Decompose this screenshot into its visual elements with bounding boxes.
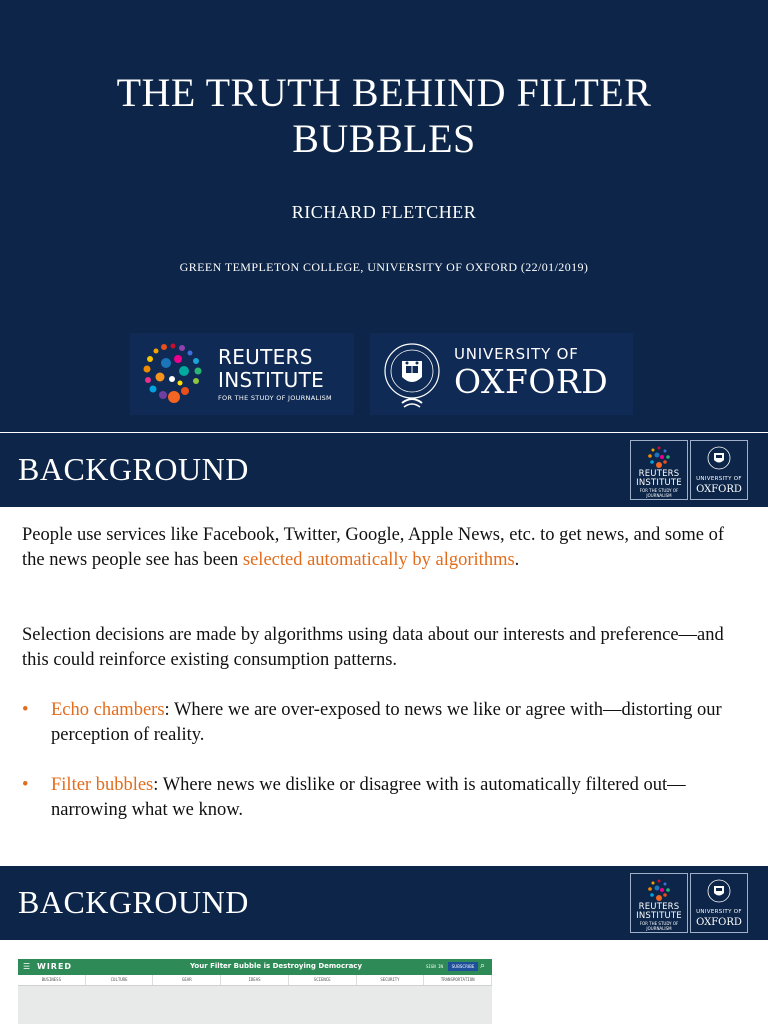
title-line-2: BUBBLES: [292, 116, 476, 161]
wired-article-screenshot: [18, 959, 492, 1024]
reuters-mini-line1: REUTERS: [638, 902, 680, 912]
reuters-mini-line1: REUTERS: [638, 469, 680, 479]
paragraph-2: Selection decisions are made by algorithms using data about our interests and preference—and this could reinforce existing consumption patterns.: [22, 625, 724, 670]
bullet-term: Filter bubbles: [51, 775, 154, 795]
oxford-mini-logo: [690, 873, 748, 933]
bullet-marker: •: [22, 775, 29, 795]
wired-nav-item: BUSINESS: [18, 975, 86, 985]
slide-heading: BACKGROUND: [18, 884, 249, 920]
wired-nav-item: IDEAS: [221, 975, 289, 985]
paragraph-1-end: .: [514, 550, 520, 570]
wired-nav-item: TRANSPORTATION: [424, 975, 492, 985]
oxford-mini-line1: UNIVERSITY OF: [696, 909, 742, 915]
reuters-logo-text: [218, 346, 332, 402]
oxford-crest-icon: [706, 877, 732, 905]
wired-top-bar: [18, 959, 492, 975]
bullet-filter-bubbles: [22, 773, 750, 823]
background-slide: [0, 433, 768, 865]
wired-headline: Your Filter Bubble is Destroying Democracy: [190, 962, 363, 970]
reuters-institute-logo: [130, 333, 354, 415]
oxford-crest-icon: [378, 333, 448, 415]
title-line-1: THE TRUTH BEHIND FILTER: [116, 70, 652, 115]
reuters-dots-icon: [136, 333, 216, 415]
reuters-mini-tag: FOR THE STUDY OF JOURNALISM: [639, 488, 679, 498]
reuters-logo-line2: INSTITUTE: [218, 368, 325, 392]
wired-nav-item: SECURITY: [357, 975, 425, 985]
menu-icon: ☰: [23, 962, 31, 971]
oxford-logo-line1: UNIVERSITY OF: [454, 345, 579, 363]
reuters-logo-line1: REUTERS: [218, 345, 313, 369]
reuters-dots-icon: [645, 877, 673, 903]
paragraph-1-text: People use services like Facebook, Twitter, Google, Apple News, etc. to get news, and some of the news people see has been: [22, 525, 724, 570]
oxford-university-logo: [370, 333, 633, 415]
reuters-logo-tagline: FOR THE STUDY OF JOURNALISM: [218, 394, 332, 402]
author-name: RICHARD FLETCHER: [291, 202, 477, 222]
reuters-dots-icon: [645, 444, 673, 470]
oxford-mini-line1: UNIVERSITY OF: [696, 476, 742, 482]
oxford-logo-line2: OXFORD: [454, 362, 609, 401]
highlight-algorithms: selected automatically by algorithms: [242, 550, 515, 570]
bullet-marker: •: [22, 700, 29, 720]
title-slide: [0, 0, 768, 432]
reuters-mini-line2: INSTITUTE: [636, 478, 682, 488]
bullet-text: : Where news we dislike or disagree with is automatically filtered out—narrowing what we know.: [51, 775, 686, 820]
oxford-mini-logo: [690, 440, 748, 500]
slide-header: [0, 866, 768, 940]
oxford-logo-text: [454, 345, 608, 401]
bullet-text: : Where we are over-exposed to news we like or agree with—distorting our perception of reality.: [51, 700, 722, 745]
reuters-mini-logo: [630, 440, 688, 500]
bullet-echo-chambers: [22, 698, 750, 748]
wired-nav-item: CULTURE: [86, 975, 154, 985]
oxford-crest-icon: [706, 444, 732, 472]
paragraph-1: [22, 523, 750, 573]
background-slide-2: [0, 866, 768, 1024]
wired-nav-item: GEAR: [153, 975, 221, 985]
oxford-mini-line2: OXFORD: [696, 484, 742, 495]
venue-line: GREEN TEMPLETON COLLEGE, UNIVERSITY OF OXFORD (22/01/2019): [179, 260, 589, 274]
wired-nav: [18, 975, 492, 986]
reuters-mini-tag: FOR THE STUDY OF JOURNALISM: [639, 921, 679, 931]
wired-subscribe-button: SUBSCRIBE: [448, 962, 478, 971]
wired-nav-item: SCIENCE: [289, 975, 357, 985]
slide-heading: BACKGROUND: [18, 451, 249, 487]
slide-header: [0, 433, 768, 507]
wired-sign-in: SIGN IN: [426, 964, 443, 969]
wired-logo: WIRED: [37, 962, 73, 971]
oxford-mini-line2: OXFORD: [696, 917, 742, 928]
reuters-mini-logo: [630, 873, 688, 933]
search-icon: ⌕: [480, 961, 486, 971]
bullet-term: Echo chambers: [51, 700, 165, 720]
reuters-mini-line2: INSTITUTE: [636, 911, 682, 921]
slide-title: [40, 70, 728, 162]
